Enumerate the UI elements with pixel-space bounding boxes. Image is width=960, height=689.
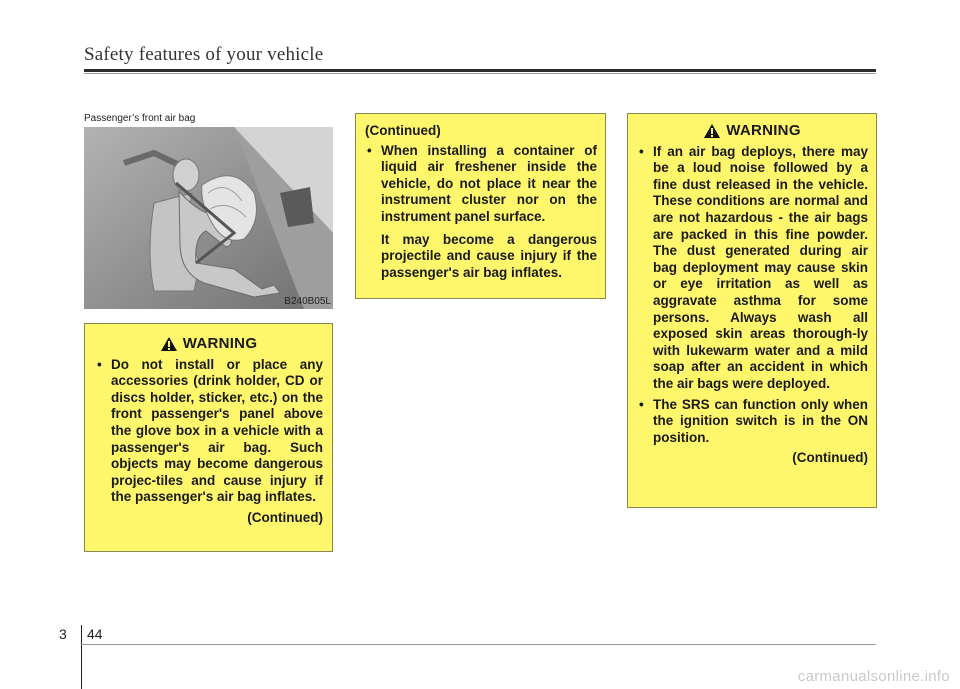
warning-box-middle	[355, 113, 606, 299]
warning-bullet	[95, 357, 323, 506]
header-title: Safety features of your vehicle	[84, 44, 324, 65]
warning-bullet	[637, 144, 868, 393]
airbag-illustration	[84, 113, 333, 309]
watermark: carmanualsonline.info	[797, 668, 950, 685]
warning-heading	[95, 336, 323, 353]
page-number: 44	[87, 626, 103, 642]
warning-heading-text: WARNING	[726, 122, 801, 139]
warning-bullet	[637, 397, 868, 447]
bullet-icon: •	[639, 396, 644, 412]
header-rule-thin	[84, 73, 876, 74]
continued-label: (Continued)	[365, 123, 441, 138]
warning-box-left	[84, 323, 333, 552]
warning-heading	[637, 123, 868, 140]
warning-paragraph: It may become a dangerous projectile and cause injury if the passenger's air bag inflates.	[381, 231, 597, 280]
bullet-icon: •	[367, 142, 372, 158]
warning-bullet	[365, 143, 597, 226]
warning-bullet-text: If an air bag deploys, there may be a loud noise followed by a fine dust released in the vehicle. These conditions are normal and are not hazardous - the air bags are packed in this fine powder. The dust generated during air bag deployment may cause skin or eye irritation as well as aggravate asthma for some persons. Always wash all exposed skin areas thorough-ly with lukewarm water and a mild soap after an accident in which the air bags were deployed.	[653, 143, 868, 391]
warning-bullet-text: The SRS can function only when the ignition switch is in the ON position.	[653, 396, 868, 445]
warning-box-right	[627, 113, 877, 508]
header-rule	[84, 69, 876, 72]
airbag-figure	[84, 113, 333, 309]
continued-label: (Continued)	[247, 509, 323, 525]
page-section: 3	[59, 626, 67, 642]
warning-triangle-icon	[161, 337, 177, 351]
footer-vertical-rule	[81, 625, 82, 689]
bullet-icon: •	[639, 143, 644, 159]
footer-horizontal-rule	[81, 644, 876, 645]
warning-heading-text: WARNING	[182, 335, 258, 352]
continued-label: (Continued)	[792, 450, 868, 466]
warning-bullet-text: When installing a container of liquid air freshener inside the vehicle, do not place it near the instrument cluster nor on the instrument panel surface.	[381, 142, 597, 224]
bullet-icon: •	[97, 356, 102, 372]
figure-caption: Passenger’s front air bag	[84, 113, 196, 124]
warning-triangle-icon	[704, 124, 720, 138]
warning-bullet-text: Do not install or place any accessories (drink holder, CD or discs holder, sticker, etc.) on the front passenger's panel above the glove box in a vehicle with a passenger's air bag. Such objects may become dangerous projec-tiles and cause injury if the passenger's air bag inflates.	[111, 356, 323, 505]
figure-code: B240B05L	[284, 296, 331, 307]
